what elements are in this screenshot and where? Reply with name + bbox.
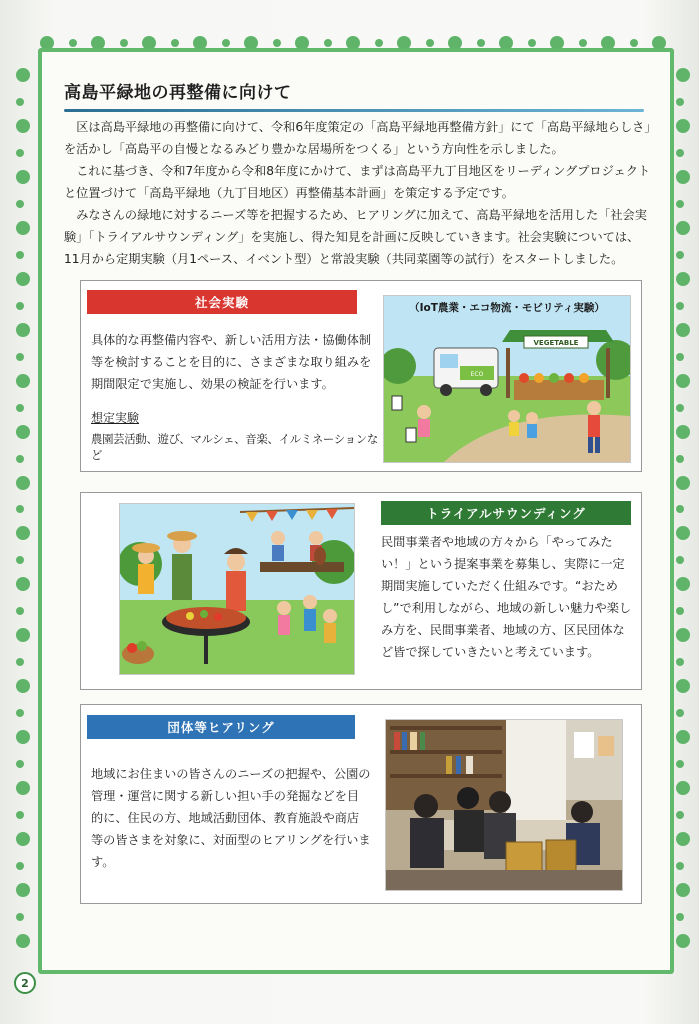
meeting-room-image — [386, 720, 622, 890]
right-bead-border — [676, 68, 690, 948]
social-experiment-body: 具体的な再整備内容や、新しい活用方法・協働体制等を検討することを目的に、さまざまな取り組みを期間限定で実施し、効果の検証を行います。 — [91, 333, 372, 391]
page-title: 高島平緑地の再整備に向けて — [64, 83, 292, 103]
farm-scene-image — [384, 296, 630, 462]
intro-text — [64, 116, 654, 270]
intro-paragraph-1: 区は高島平緑地の再整備に向けて、令和6年度策定の「高島平緑地再整備方針」にて「高島平緑地らしさ」を活かし「高島平の自慢となるみどり豊かな居場所をつくる」という方向性を示しました。 — [64, 120, 651, 156]
group-hearing-panel — [80, 704, 642, 904]
social-experiment-panel — [80, 280, 642, 472]
illustration-caption: （IoT農業・エコ物流・モビリティ実験） — [409, 302, 605, 314]
group-hearing-label: 団体等ヒアリング — [87, 715, 355, 739]
group-hearing-body: 地域にお住まいの皆さんのニーズの把握や、公園の管理・運営に関する新しい担い手の発掘などを目的に、住民の方、地域活動団体、教育施設や商店等の皆さまを対象に、対面型のヒアリングを行います。 — [91, 767, 371, 869]
trial-sounding-label: トライアルサウンディング — [381, 501, 631, 525]
social-experiment-label: 社会実験 — [87, 290, 357, 314]
bbq-event-illustration — [119, 503, 355, 675]
iot-farm-illustration — [383, 295, 631, 463]
eco-truck-text: ECO — [470, 371, 484, 378]
trial-sounding-panel — [80, 492, 642, 690]
vegetable-sign-text: VEGETABLE — [533, 339, 579, 347]
bbq-scene-image — [120, 504, 354, 674]
intro-paragraph-3: みなさんの緑地に対するニーズ等を把握するため、ヒアリングに加えて、高島平緑地を活用した「社会実験」「トライアルサウンディング」を実施し、得た知見を計画に反映していきます。社会実験については、11月から定期実験（月1ペース、イベント型）と常設実験（共同菜園等の試行）をスタートしました。 — [64, 208, 647, 266]
trial-sounding-body: 民間事業者や地域の方々から「やってみたい！」という提案事業を募集し、実際に一定期間実施していただく仕組みです。“おためし”で利用しながら、地域の新しい魅力や楽しみ方を、民間事業者、地域の方、区民団体など皆で探していきたいと考えています。 — [381, 535, 632, 659]
page-number: 2 — [14, 972, 36, 994]
left-bead-border — [16, 68, 30, 948]
expected-experiments-heading: 想定実験 — [91, 411, 140, 425]
section-header — [64, 78, 644, 112]
hearing-meeting-photo — [385, 719, 623, 891]
intro-paragraph-2: これに基づき、令和7年度から令和8年度にかけて、まずは高島平九丁目地区をリーディングプロジェクトと位置づけて「高島平緑地（九丁目地区）再整備基本計画」を策定する予定です。 — [64, 164, 651, 200]
expected-experiments-list: 農園芸活動、遊び、マルシェ、音楽、イルミネーションなど — [91, 432, 378, 462]
title-underline — [64, 109, 644, 112]
